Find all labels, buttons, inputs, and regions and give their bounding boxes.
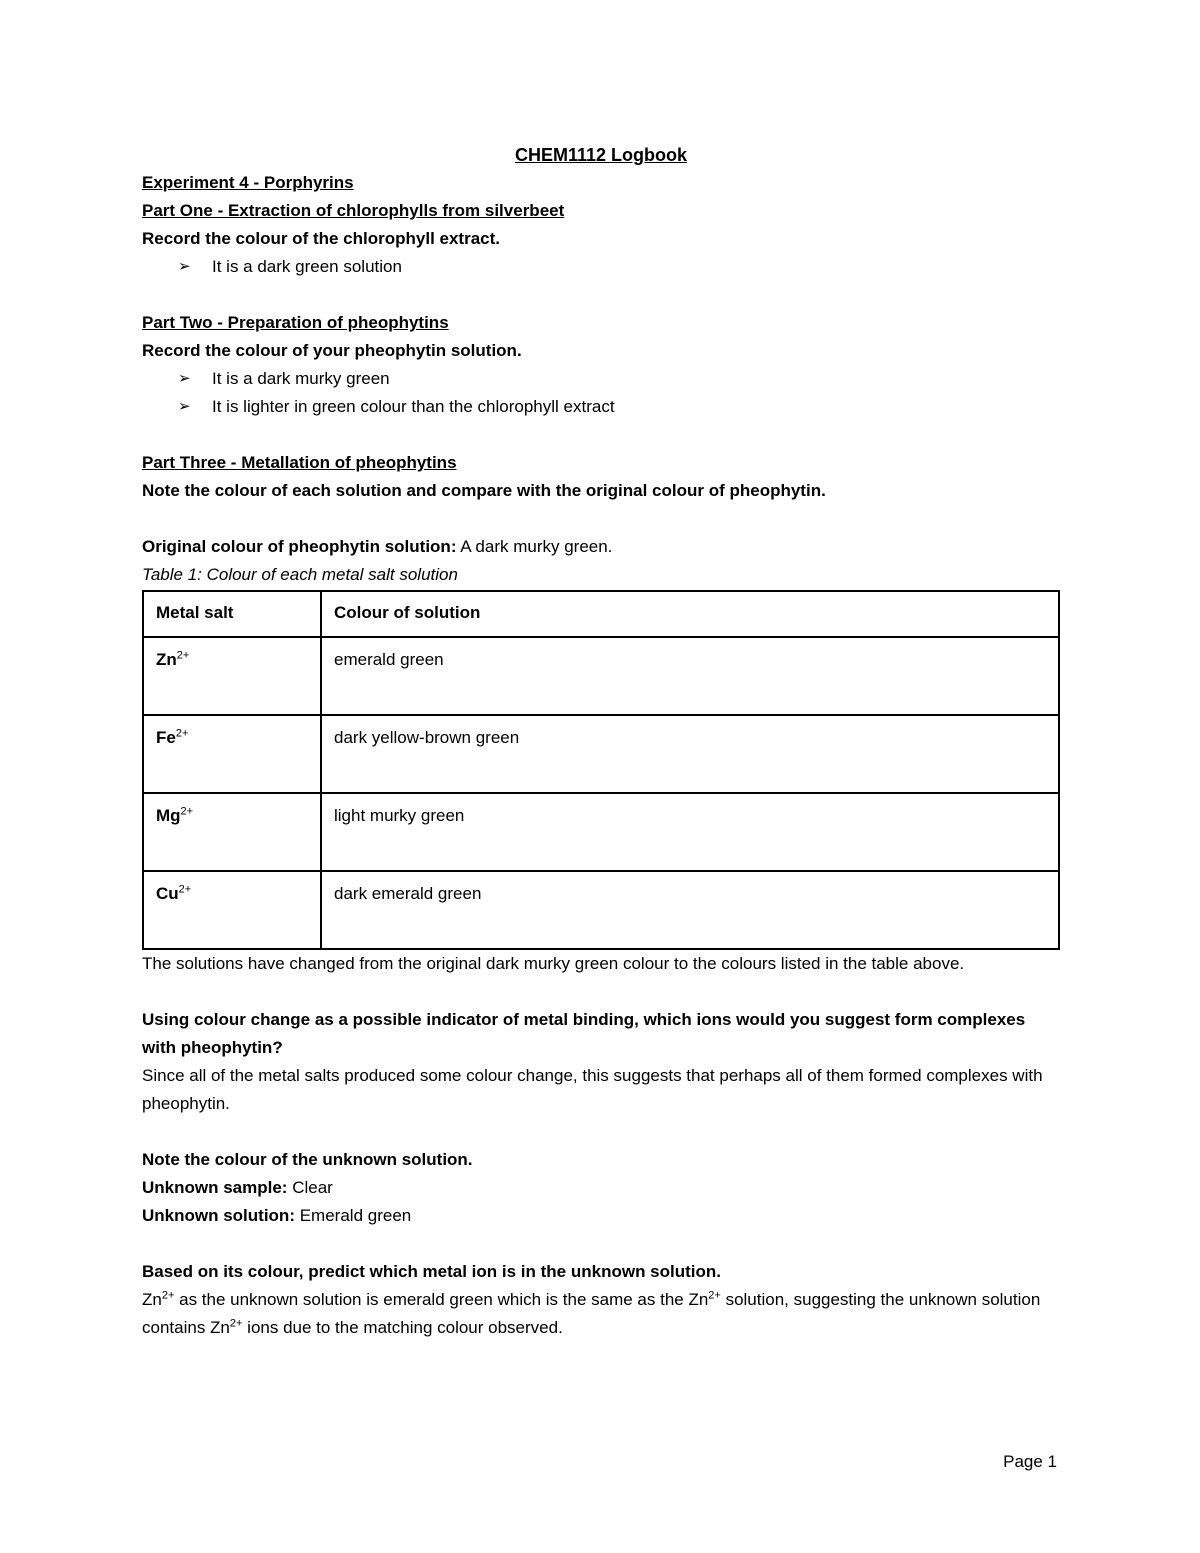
bullet-text: It is a dark murky green: [212, 369, 390, 388]
blank-line: [142, 1118, 1060, 1146]
colour-cell: emerald green: [321, 637, 1059, 715]
unknown-sample-label: Unknown sample:: [142, 1178, 288, 1197]
ion-charge: 2+: [180, 805, 194, 818]
table-row: [143, 793, 1059, 871]
part-one-prompt: Record the colour of the chlorophyll extract.: [142, 229, 500, 248]
binding-answer: Since all of the metal salts produced some colour change, this suggests that perhaps all of them formed complexes with pheophytin.: [142, 1066, 1043, 1113]
colour-cell: dark emerald green: [321, 871, 1059, 949]
prediction-answer: [142, 1286, 1060, 1342]
original-colour-line: [142, 533, 1060, 561]
metal-salt-table: [142, 590, 1060, 950]
bullet-text: It is a dark green solution: [212, 257, 402, 276]
blank-line: [142, 421, 1060, 449]
table-note: The solutions have changed from the original dark murky green colour to the colours listed in the table above.: [142, 954, 965, 973]
list-item: [142, 365, 1060, 393]
original-colour-label: Original colour of pheophytin solution:: [142, 537, 457, 556]
answer-segment: Zn: [142, 1290, 162, 1309]
blank-line: [142, 1230, 1060, 1258]
metal-symbol: Fe: [156, 728, 176, 747]
list-item: [142, 393, 1060, 421]
table-row: [143, 715, 1059, 793]
arrow-bullet-icon: ➢: [178, 258, 191, 275]
prediction-heading: Based on its colour, predict which metal ion is in the unknown solution.: [142, 1262, 721, 1281]
original-colour-value: A dark murky green.: [460, 537, 613, 556]
part-two-prompt: Record the colour of your pheophytin solution.: [142, 341, 522, 360]
unknown-sample-value: Clear: [292, 1178, 333, 1197]
column-header-colour: Colour of solution: [321, 591, 1059, 637]
answer-segment: solution, suggesting the unknown solution contains Zn: [142, 1290, 1041, 1337]
table-row: [143, 871, 1059, 949]
answer-segment: as the unknown solution is emerald green which is the same as the Zn: [174, 1290, 709, 1309]
blank-line: [142, 978, 1060, 1006]
unknown-solution-line: [142, 1202, 1060, 1230]
part-three-prompt: Note the colour of each solution and compare with the original colour of pheophytin.: [142, 481, 826, 500]
ion-charge: 2+: [708, 1289, 721, 1302]
unknown-sample-line: [142, 1174, 1060, 1202]
experiment-heading: Experiment 4 - Porphyrins: [142, 173, 354, 192]
ion-charge: 2+: [229, 1317, 243, 1330]
arrow-bullet-icon: ➢: [178, 398, 191, 415]
unknown-heading: Note the colour of the unknown solution.: [142, 1150, 473, 1169]
answer-segment: ions due to the matching colour observed.: [242, 1318, 563, 1337]
colour-cell: dark yellow-brown green: [321, 715, 1059, 793]
list-item: [142, 253, 1060, 281]
table-header-row: [143, 591, 1059, 637]
column-header-metal-salt: Metal salt: [143, 591, 321, 637]
page-number: Page 1: [1003, 1452, 1057, 1471]
table-caption: Table 1: Colour of each metal salt solution: [142, 565, 458, 584]
document-page: [142, 141, 1060, 1342]
part-three-heading: Part Three - Metallation of pheophytins: [142, 453, 457, 472]
ion-charge: 2+: [161, 1289, 175, 1302]
blank-line: [142, 281, 1060, 309]
part-one-heading: Part One - Extraction of chlorophylls from silverbeet: [142, 201, 565, 220]
part-two-heading: Part Two - Preparation of pheophytins: [142, 313, 449, 332]
ion-charge: 2+: [175, 727, 189, 740]
unknown-solution-value: Emerald green: [299, 1206, 412, 1225]
metal-salt-cell: [143, 871, 321, 949]
ion-charge: 2+: [178, 883, 192, 896]
document-title: CHEM1112 Logbook: [514, 145, 688, 165]
metal-symbol: Mg: [156, 806, 181, 825]
metal-salt-cell: [143, 637, 321, 715]
table-row: [143, 637, 1059, 715]
arrow-bullet-icon: ➢: [178, 370, 191, 387]
ion-charge: 2+: [176, 649, 190, 662]
metal-salt-cell: [143, 715, 321, 793]
unknown-solution-label: Unknown solution:: [142, 1206, 295, 1225]
binding-question: Using colour change as a possible indicator of metal binding, which ions would you suggest form complexes with pheophytin?: [142, 1010, 1026, 1057]
colour-cell: light murky green: [321, 793, 1059, 871]
blank-line: [142, 505, 1060, 533]
bullet-text: It is lighter in green colour than the chlorophyll extract: [212, 397, 615, 416]
metal-symbol: Cu: [156, 884, 179, 903]
metal-salt-cell: [143, 793, 321, 871]
metal-symbol: Zn: [156, 650, 177, 669]
